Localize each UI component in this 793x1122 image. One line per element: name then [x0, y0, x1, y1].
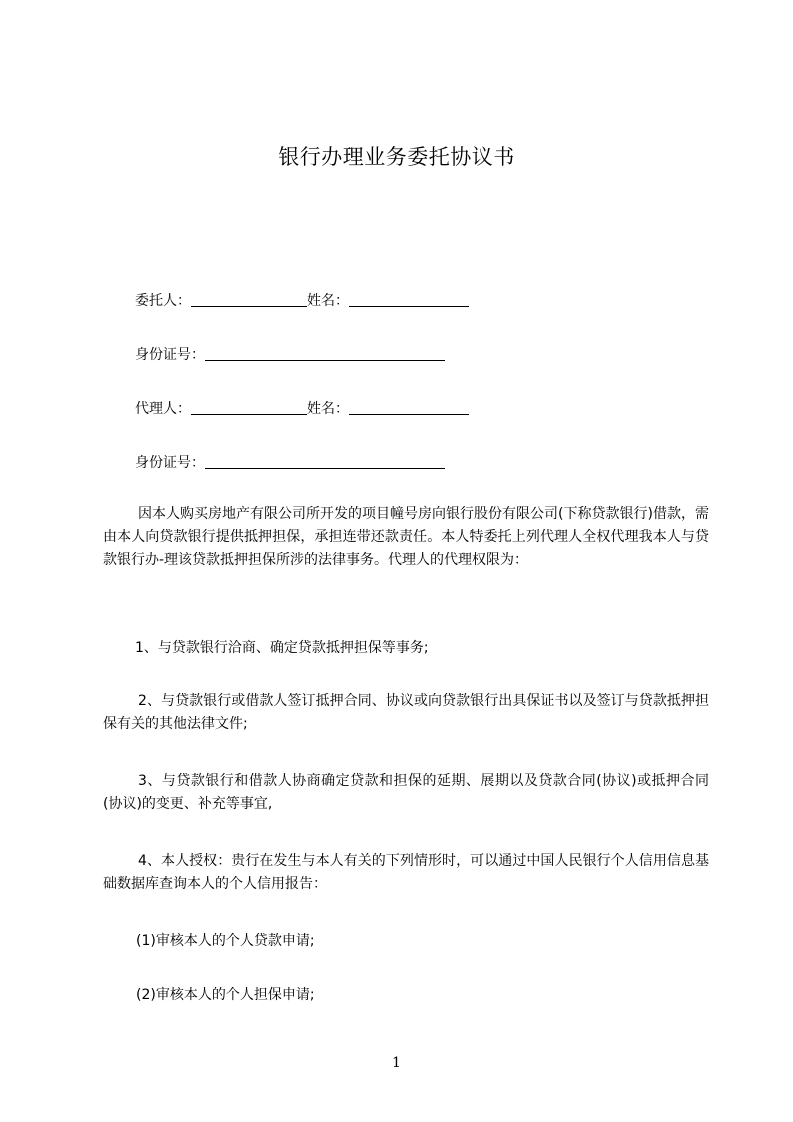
sub-item-2: (2)审核本人的个人担保申请;: [136, 987, 315, 1003]
principal-label: 委托人：: [135, 293, 191, 309]
agent-label: 代理人：: [135, 401, 191, 417]
agent-name-blank[interactable]: [349, 398, 469, 415]
page-number: 1: [392, 1055, 401, 1071]
agent-id-label: 身份证号：: [135, 455, 205, 471]
principal-row: [135, 290, 469, 312]
agent-row: [135, 398, 469, 420]
principal-id-blank[interactable]: [205, 344, 445, 361]
principal-id-row: [135, 344, 445, 366]
principal-blank[interactable]: [191, 290, 307, 307]
agent-name-label: 姓名：: [307, 401, 349, 417]
agent-id-row: [135, 452, 445, 474]
intro-paragraph: 因本人购买房地产有限公司所开发的项目幢号房向银行股份有限公司(下称贷款银行)借款，需由本人向贷款银行提供抵押担保，承担连带还款责任。本人特委托上列代理人全权代理我本人与贷款银行办-理该贷款抵押担保所涉的法律事务。代理人的代理权限为：: [103, 506, 709, 568]
sub-item-1: (1)审核本人的个人贷款申请;: [136, 933, 315, 949]
item-2: 2、与贷款银行或借款人签订抵押合同、协议或向贷款银行出具保证书以及签订与贷款抵押担保有关的其他法律文件;: [103, 693, 709, 732]
principal-name-blank[interactable]: [349, 290, 469, 307]
item-4: 4、本人授权：贵行在发生与本人有关的下列情形时，可以通过中国人民银行个人信用信息基础数据库查询本人的个人信用报告：: [103, 853, 709, 892]
agent-id-blank[interactable]: [205, 452, 445, 469]
document-title: 银行办理业务委托协议书: [278, 145, 515, 169]
principal-id-label: 身份证号：: [135, 347, 205, 363]
principal-name-label: 姓名：: [307, 293, 349, 309]
item-3: 3、与贷款银行和借款人协商确定贷款和担保的延期、展期以及贷款合同(协议)或抵押合同(协议)的变更、补充等事宜,: [103, 773, 709, 812]
agent-blank[interactable]: [191, 398, 307, 415]
item-1: 1、与贷款银行洽商、确定贷款抵押担保等事务;: [135, 640, 429, 656]
